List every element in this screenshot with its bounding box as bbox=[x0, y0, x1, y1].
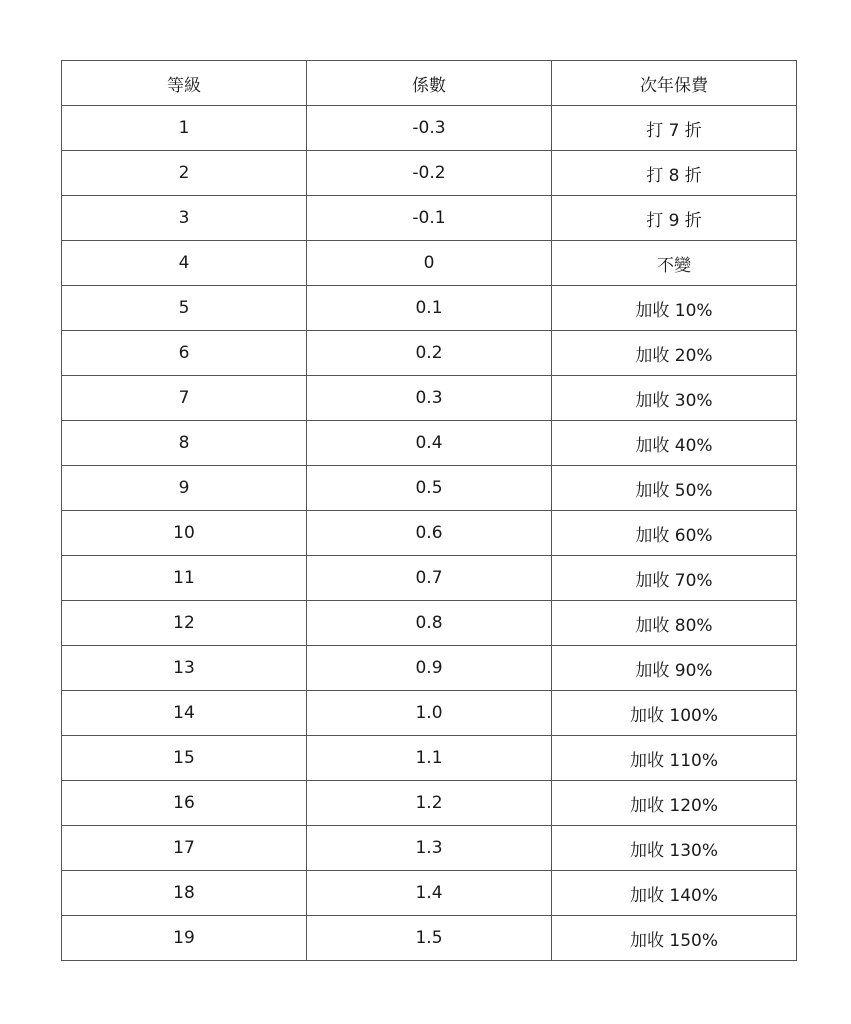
cell-premium-change: 加收 100% bbox=[552, 691, 797, 736]
cell-premium-change: 加收 30% bbox=[552, 376, 797, 421]
header-coefficient: 係數 bbox=[307, 61, 552, 106]
table-row bbox=[62, 151, 797, 196]
cell-level: 7 bbox=[62, 376, 307, 421]
table-row bbox=[62, 691, 797, 736]
cell-premium-change: 加收 10% bbox=[552, 286, 797, 331]
table-row bbox=[62, 421, 797, 466]
cell-premium-change: 加收 70% bbox=[552, 556, 797, 601]
cell-coefficient: -0.3 bbox=[307, 106, 552, 151]
cell-level: 17 bbox=[62, 826, 307, 871]
cell-premium-change: 加收 120% bbox=[552, 781, 797, 826]
cell-premium-change: 加收 40% bbox=[552, 421, 797, 466]
cell-coefficient: 1.2 bbox=[307, 781, 552, 826]
cell-coefficient: 0.5 bbox=[307, 466, 552, 511]
cell-coefficient: 0.3 bbox=[307, 376, 552, 421]
cell-level: 13 bbox=[62, 646, 307, 691]
cell-premium-change: 加收 90% bbox=[552, 646, 797, 691]
table-body bbox=[62, 106, 797, 961]
cell-premium-change: 不變 bbox=[552, 241, 797, 286]
cell-coefficient: 0.4 bbox=[307, 421, 552, 466]
cell-coefficient: 1.3 bbox=[307, 826, 552, 871]
cell-level: 9 bbox=[62, 466, 307, 511]
cell-coefficient: 0.8 bbox=[307, 601, 552, 646]
cell-level: 3 bbox=[62, 196, 307, 241]
cell-coefficient: 0.6 bbox=[307, 511, 552, 556]
table-row bbox=[62, 916, 797, 961]
premium-rate-table bbox=[61, 60, 797, 961]
cell-premium-change: 加收 130% bbox=[552, 826, 797, 871]
cell-premium-change: 加收 20% bbox=[552, 331, 797, 376]
cell-premium-change: 打 9 折 bbox=[552, 196, 797, 241]
cell-level: 18 bbox=[62, 871, 307, 916]
cell-level: 12 bbox=[62, 601, 307, 646]
cell-premium-change: 加收 110% bbox=[552, 736, 797, 781]
cell-premium-change: 打 7 折 bbox=[552, 106, 797, 151]
table-row bbox=[62, 826, 797, 871]
cell-level: 15 bbox=[62, 736, 307, 781]
cell-coefficient: 1.0 bbox=[307, 691, 552, 736]
cell-level: 5 bbox=[62, 286, 307, 331]
cell-coefficient: 1.4 bbox=[307, 871, 552, 916]
cell-premium-change: 加收 150% bbox=[552, 916, 797, 961]
cell-coefficient: 0 bbox=[307, 241, 552, 286]
cell-coefficient: 1.1 bbox=[307, 736, 552, 781]
cell-premium-change: 打 8 折 bbox=[552, 151, 797, 196]
table-row bbox=[62, 331, 797, 376]
cell-level: 19 bbox=[62, 916, 307, 961]
cell-coefficient: 0.1 bbox=[307, 286, 552, 331]
table-row bbox=[62, 736, 797, 781]
table-row bbox=[62, 466, 797, 511]
table-row bbox=[62, 871, 797, 916]
cell-coefficient: 0.7 bbox=[307, 556, 552, 601]
cell-level: 8 bbox=[62, 421, 307, 466]
cell-coefficient: 1.5 bbox=[307, 916, 552, 961]
table-row bbox=[62, 376, 797, 421]
cell-premium-change: 加收 140% bbox=[552, 871, 797, 916]
cell-level: 11 bbox=[62, 556, 307, 601]
cell-coefficient: -0.1 bbox=[307, 196, 552, 241]
table-row bbox=[62, 286, 797, 331]
table-row bbox=[62, 556, 797, 601]
cell-level: 6 bbox=[62, 331, 307, 376]
cell-premium-change: 加收 60% bbox=[552, 511, 797, 556]
table-row bbox=[62, 781, 797, 826]
table-row bbox=[62, 106, 797, 151]
table-row bbox=[62, 196, 797, 241]
table-row bbox=[62, 511, 797, 556]
cell-level: 10 bbox=[62, 511, 307, 556]
cell-coefficient: 0.2 bbox=[307, 331, 552, 376]
cell-premium-change: 加收 50% bbox=[552, 466, 797, 511]
cell-coefficient: -0.2 bbox=[307, 151, 552, 196]
cell-level: 2 bbox=[62, 151, 307, 196]
header-level: 等級 bbox=[62, 61, 307, 106]
cell-premium-change: 加收 80% bbox=[552, 601, 797, 646]
table-row bbox=[62, 601, 797, 646]
cell-level: 14 bbox=[62, 691, 307, 736]
cell-level: 1 bbox=[62, 106, 307, 151]
table-row bbox=[62, 241, 797, 286]
table-row bbox=[62, 646, 797, 691]
table-header-row bbox=[62, 61, 797, 106]
header-next-year-premium: 次年保費 bbox=[552, 61, 797, 106]
cell-coefficient: 0.9 bbox=[307, 646, 552, 691]
cell-level: 16 bbox=[62, 781, 307, 826]
cell-level: 4 bbox=[62, 241, 307, 286]
